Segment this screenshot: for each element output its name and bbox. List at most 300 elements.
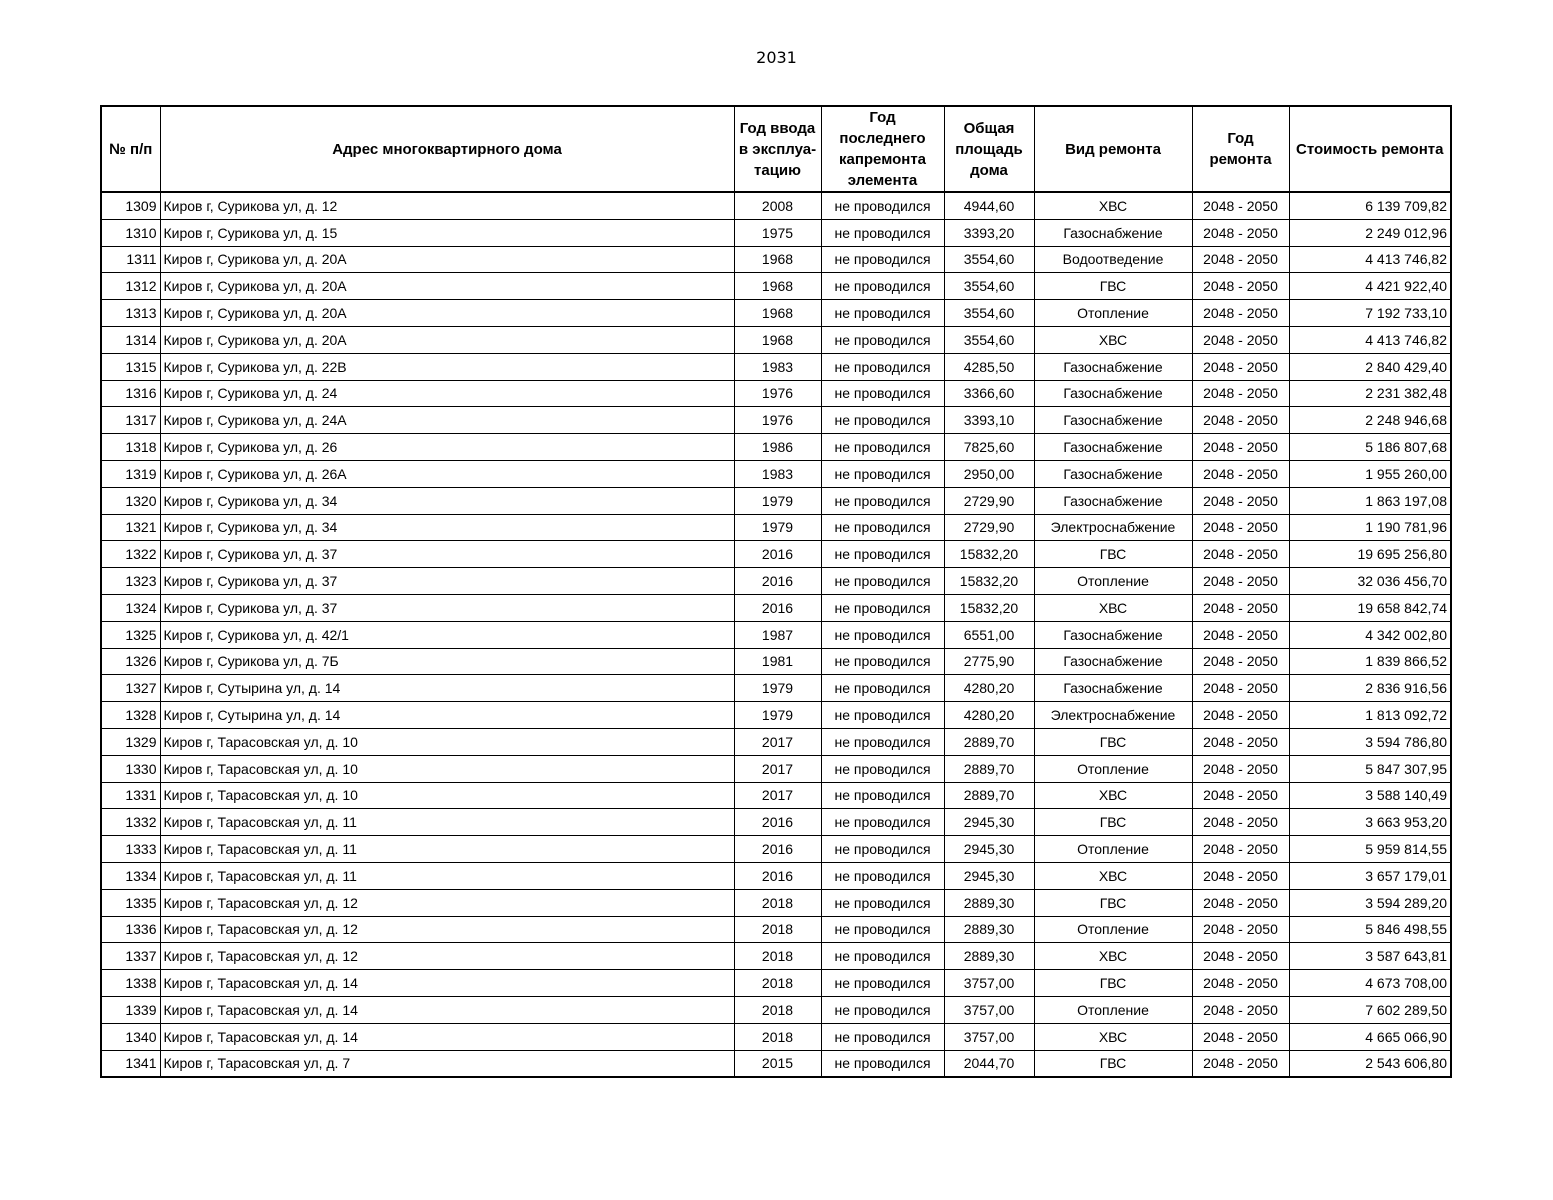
commission-year-cell: 1976 (734, 380, 821, 407)
last-repair-cell: не проводился (821, 273, 944, 300)
row-number-cell: 1340 (101, 1023, 160, 1050)
commission-year-cell: 1986 (734, 434, 821, 461)
commission-year-cell: 2015 (734, 1050, 821, 1077)
table-row (101, 246, 1451, 273)
row-number-cell: 1328 (101, 702, 160, 729)
address-cell: Киров г, Сурикова ул, д. 20А (160, 273, 734, 300)
total-area-cell: 3393,10 (944, 407, 1034, 434)
address-cell: Киров г, Тарасовская ул, д. 12 (160, 889, 734, 916)
repair-type-cell: Отопление (1034, 568, 1192, 595)
last-repair-cell: не проводился (821, 192, 944, 219)
total-area-cell: 4280,20 (944, 675, 1034, 702)
row-number-cell: 1318 (101, 434, 160, 461)
row-number-cell: 1319 (101, 460, 160, 487)
repair-year-cell: 2048 - 2050 (1192, 889, 1289, 916)
row-number-cell: 1334 (101, 862, 160, 889)
repair-year-cell: 2048 - 2050 (1192, 273, 1289, 300)
repair-cost-cell: 7 192 733,10 (1289, 300, 1451, 327)
table-row (101, 541, 1451, 568)
commission-year-cell: 1979 (734, 675, 821, 702)
address-cell: Киров г, Тарасовская ул, д. 14 (160, 970, 734, 997)
address-cell: Киров г, Тарасовская ул, д. 11 (160, 862, 734, 889)
total-area-cell: 2950,00 (944, 460, 1034, 487)
total-area-cell: 2889,30 (944, 916, 1034, 943)
col-address-header: Адрес многоквартирного дома (160, 106, 734, 192)
address-cell: Киров г, Сурикова ул, д. 37 (160, 594, 734, 621)
commission-year-cell: 2018 (734, 889, 821, 916)
row-number-cell: 1339 (101, 996, 160, 1023)
total-area-cell: 4944,60 (944, 192, 1034, 219)
repair-cost-cell: 3 663 953,20 (1289, 809, 1451, 836)
total-area-cell: 3554,60 (944, 246, 1034, 273)
address-cell: Киров г, Сурикова ул, д. 37 (160, 541, 734, 568)
repair-year-cell: 2048 - 2050 (1192, 219, 1289, 246)
table-row (101, 192, 1451, 219)
repair-type-cell: ХВС (1034, 862, 1192, 889)
last-repair-cell: не проводился (821, 353, 944, 380)
commission-year-cell: 1979 (734, 514, 821, 541)
repair-type-cell: ГВС (1034, 970, 1192, 997)
total-area-cell: 3554,60 (944, 300, 1034, 327)
repair-type-cell: Отопление (1034, 755, 1192, 782)
repair-type-cell: Отопление (1034, 916, 1192, 943)
repair-type-cell: ГВС (1034, 1050, 1192, 1077)
address-cell: Киров г, Тарасовская ул, д. 11 (160, 809, 734, 836)
repair-type-cell: Отопление (1034, 836, 1192, 863)
total-area-cell: 6551,00 (944, 621, 1034, 648)
commission-year-cell: 2017 (734, 782, 821, 809)
last-repair-cell: не проводился (821, 568, 944, 595)
commission-year-cell: 2016 (734, 541, 821, 568)
row-number-cell: 1329 (101, 728, 160, 755)
commission-year-cell: 1981 (734, 648, 821, 675)
repair-year-cell: 2048 - 2050 (1192, 353, 1289, 380)
table-row (101, 889, 1451, 916)
commission-year-cell: 1987 (734, 621, 821, 648)
total-area-cell: 7825,60 (944, 434, 1034, 461)
repair-type-cell: Электроснабжение (1034, 514, 1192, 541)
repair-cost-cell: 3 657 179,01 (1289, 862, 1451, 889)
repair-type-cell: Отопление (1034, 996, 1192, 1023)
address-cell: Киров г, Сурикова ул, д. 20А (160, 246, 734, 273)
repair-type-cell: Газоснабжение (1034, 353, 1192, 380)
table-row (101, 970, 1451, 997)
last-repair-cell: не проводился (821, 675, 944, 702)
row-number-cell: 1312 (101, 273, 160, 300)
repair-cost-cell: 1 863 197,08 (1289, 487, 1451, 514)
table-row (101, 300, 1451, 327)
address-cell: Киров г, Сурикова ул, д. 7Б (160, 648, 734, 675)
last-repair-cell: не проводился (821, 434, 944, 461)
address-cell: Киров г, Сурикова ул, д. 22В (160, 353, 734, 380)
address-cell: Киров г, Тарасовская ул, д. 7 (160, 1050, 734, 1077)
last-repair-cell: не проводился (821, 219, 944, 246)
table-row (101, 434, 1451, 461)
address-cell: Киров г, Сурикова ул, д. 12 (160, 192, 734, 219)
repair-type-cell: ГВС (1034, 889, 1192, 916)
repair-type-cell: ХВС (1034, 594, 1192, 621)
last-repair-cell: не проводился (821, 996, 944, 1023)
repair-type-cell: Газоснабжение (1034, 648, 1192, 675)
commission-year-cell: 1968 (734, 326, 821, 353)
address-cell: Киров г, Сурикова ул, д. 42/1 (160, 621, 734, 648)
last-repair-cell: не проводился (821, 621, 944, 648)
table-row (101, 326, 1451, 353)
repair-year-cell: 2048 - 2050 (1192, 970, 1289, 997)
col-repair-year-header: Год ремонта (1192, 106, 1289, 192)
total-area-cell: 3393,20 (944, 219, 1034, 246)
repair-year-cell: 2048 - 2050 (1192, 809, 1289, 836)
table-row (101, 916, 1451, 943)
repair-year-cell: 2048 - 2050 (1192, 380, 1289, 407)
repair-year-cell: 2048 - 2050 (1192, 300, 1289, 327)
repair-type-cell: ХВС (1034, 192, 1192, 219)
row-number-cell: 1330 (101, 755, 160, 782)
last-repair-cell: не проводился (821, 862, 944, 889)
repair-schedule-table (100, 105, 1452, 1078)
repair-type-cell: ХВС (1034, 1023, 1192, 1050)
table-row (101, 943, 1451, 970)
repair-year-cell: 2048 - 2050 (1192, 487, 1289, 514)
total-area-cell: 3366,60 (944, 380, 1034, 407)
repair-type-cell: Водоотведение (1034, 246, 1192, 273)
commission-year-cell: 2018 (734, 943, 821, 970)
row-number-cell: 1315 (101, 353, 160, 380)
total-area-cell: 2729,90 (944, 514, 1034, 541)
last-repair-cell: не проводился (821, 541, 944, 568)
repair-type-cell: Газоснабжение (1034, 675, 1192, 702)
commission-year-cell: 2008 (734, 192, 821, 219)
page-number: 2031 (756, 48, 797, 67)
repair-type-cell: Газоснабжение (1034, 380, 1192, 407)
repair-cost-cell: 2 231 382,48 (1289, 380, 1451, 407)
last-repair-cell: не проводился (821, 943, 944, 970)
commission-year-cell: 2018 (734, 970, 821, 997)
table-header (101, 106, 1451, 192)
table-row (101, 380, 1451, 407)
repair-type-cell: Газоснабжение (1034, 219, 1192, 246)
row-number-cell: 1320 (101, 487, 160, 514)
address-cell: Киров г, Тарасовская ул, д. 12 (160, 916, 734, 943)
row-number-cell: 1325 (101, 621, 160, 648)
last-repair-cell: не проводился (821, 970, 944, 997)
total-area-cell: 2889,30 (944, 889, 1034, 916)
table-row (101, 1023, 1451, 1050)
repair-year-cell: 2048 - 2050 (1192, 326, 1289, 353)
repair-year-cell: 2048 - 2050 (1192, 192, 1289, 219)
total-area-cell: 2729,90 (944, 487, 1034, 514)
total-area-cell: 3554,60 (944, 326, 1034, 353)
last-repair-cell: не проводился (821, 782, 944, 809)
repair-year-cell: 2048 - 2050 (1192, 514, 1289, 541)
repair-cost-cell: 19 695 256,80 (1289, 541, 1451, 568)
row-number-cell: 1321 (101, 514, 160, 541)
repair-year-cell: 2048 - 2050 (1192, 434, 1289, 461)
repair-year-cell: 2048 - 2050 (1192, 1023, 1289, 1050)
address-cell: Киров г, Сурикова ул, д. 24 (160, 380, 734, 407)
repair-cost-cell: 4 413 746,82 (1289, 246, 1451, 273)
repair-year-cell: 2048 - 2050 (1192, 675, 1289, 702)
total-area-cell: 4285,50 (944, 353, 1034, 380)
commission-year-cell: 2017 (734, 755, 821, 782)
table-row (101, 836, 1451, 863)
repair-type-cell: ХВС (1034, 326, 1192, 353)
table-row (101, 273, 1451, 300)
repair-type-cell: ГВС (1034, 809, 1192, 836)
last-repair-cell: не проводился (821, 755, 944, 782)
row-number-cell: 1332 (101, 809, 160, 836)
repair-cost-cell: 19 658 842,74 (1289, 594, 1451, 621)
address-cell: Киров г, Тарасовская ул, д. 10 (160, 755, 734, 782)
address-cell: Киров г, Сурикова ул, д. 26 (160, 434, 734, 461)
last-repair-cell: не проводился (821, 246, 944, 273)
row-number-cell: 1322 (101, 541, 160, 568)
row-number-cell: 1327 (101, 675, 160, 702)
repair-cost-cell: 3 594 289,20 (1289, 889, 1451, 916)
table-body (101, 192, 1451, 1077)
row-number-cell: 1333 (101, 836, 160, 863)
total-area-cell: 15832,20 (944, 568, 1034, 595)
row-number-cell: 1331 (101, 782, 160, 809)
total-area-cell: 2889,70 (944, 782, 1034, 809)
table-row (101, 755, 1451, 782)
repair-year-cell: 2048 - 2050 (1192, 782, 1289, 809)
total-area-cell: 3757,00 (944, 996, 1034, 1023)
repair-cost-cell: 6 139 709,82 (1289, 192, 1451, 219)
repair-year-cell: 2048 - 2050 (1192, 996, 1289, 1023)
row-number-cell: 1337 (101, 943, 160, 970)
commission-year-cell: 2016 (734, 594, 821, 621)
repair-type-cell: ГВС (1034, 273, 1192, 300)
commission-year-cell: 2018 (734, 996, 821, 1023)
repair-cost-cell: 7 602 289,50 (1289, 996, 1451, 1023)
total-area-cell: 2775,90 (944, 648, 1034, 675)
header-row (101, 106, 1451, 192)
row-number-cell: 1313 (101, 300, 160, 327)
total-area-cell: 2945,30 (944, 836, 1034, 863)
repair-type-cell: ХВС (1034, 943, 1192, 970)
row-number-cell: 1341 (101, 1050, 160, 1077)
total-area-cell: 3757,00 (944, 970, 1034, 997)
col-last-repair-header: Год последнего капремонта элемента (821, 106, 944, 192)
repair-cost-cell: 4 665 066,90 (1289, 1023, 1451, 1050)
commission-year-cell: 2016 (734, 809, 821, 836)
total-area-cell: 2044,70 (944, 1050, 1034, 1077)
table-row (101, 1050, 1451, 1077)
col-repair-type-header: Вид ремонта (1034, 106, 1192, 192)
repair-year-cell: 2048 - 2050 (1192, 648, 1289, 675)
repair-cost-cell: 2 543 606,80 (1289, 1050, 1451, 1077)
table-row (101, 702, 1451, 729)
total-area-cell: 2945,30 (944, 862, 1034, 889)
row-number-cell: 1316 (101, 380, 160, 407)
table-row (101, 460, 1451, 487)
row-number-cell: 1338 (101, 970, 160, 997)
last-repair-cell: не проводился (821, 836, 944, 863)
repair-cost-cell: 5 846 498,55 (1289, 916, 1451, 943)
repair-year-cell: 2048 - 2050 (1192, 460, 1289, 487)
address-cell: Киров г, Сурикова ул, д. 24А (160, 407, 734, 434)
repair-year-cell: 2048 - 2050 (1192, 621, 1289, 648)
total-area-cell: 3554,60 (944, 273, 1034, 300)
last-repair-cell: не проводился (821, 460, 944, 487)
commission-year-cell: 1968 (734, 300, 821, 327)
address-cell: Киров г, Сутырина ул, д. 14 (160, 675, 734, 702)
commission-year-cell: 1983 (734, 353, 821, 380)
table-row (101, 621, 1451, 648)
row-number-cell: 1335 (101, 889, 160, 916)
repair-cost-cell: 1 955 260,00 (1289, 460, 1451, 487)
repair-year-cell: 2048 - 2050 (1192, 246, 1289, 273)
commission-year-cell: 1976 (734, 407, 821, 434)
repair-cost-cell: 4 413 746,82 (1289, 326, 1451, 353)
table-row (101, 809, 1451, 836)
address-cell: Киров г, Тарасовская ул, д. 12 (160, 943, 734, 970)
repair-year-cell: 2048 - 2050 (1192, 594, 1289, 621)
total-area-cell: 3757,00 (944, 1023, 1034, 1050)
repair-cost-cell: 4 673 708,00 (1289, 970, 1451, 997)
repair-year-cell: 2048 - 2050 (1192, 407, 1289, 434)
commission-year-cell: 2017 (734, 728, 821, 755)
table-row (101, 675, 1451, 702)
row-number-cell: 1311 (101, 246, 160, 273)
repair-cost-cell: 2 840 429,40 (1289, 353, 1451, 380)
table-row (101, 594, 1451, 621)
repair-cost-cell: 1 190 781,96 (1289, 514, 1451, 541)
last-repair-cell: не проводился (821, 728, 944, 755)
repair-cost-cell: 5 186 807,68 (1289, 434, 1451, 461)
col-total-area-header: Общая площадь дома (944, 106, 1034, 192)
commission-year-cell: 2016 (734, 568, 821, 595)
repair-cost-cell: 3 594 786,80 (1289, 728, 1451, 755)
total-area-cell: 4280,20 (944, 702, 1034, 729)
last-repair-cell: не проводился (821, 326, 944, 353)
repair-cost-cell: 3 588 140,49 (1289, 782, 1451, 809)
table-row (101, 407, 1451, 434)
address-cell: Киров г, Сурикова ул, д. 37 (160, 568, 734, 595)
table-row (101, 514, 1451, 541)
last-repair-cell: не проводился (821, 809, 944, 836)
repair-year-cell: 2048 - 2050 (1192, 1050, 1289, 1077)
repair-type-cell: Газоснабжение (1034, 407, 1192, 434)
table-row (101, 782, 1451, 809)
repair-type-cell: Газоснабжение (1034, 434, 1192, 461)
last-repair-cell: не проводился (821, 702, 944, 729)
repair-type-cell: ХВС (1034, 782, 1192, 809)
address-cell: Киров г, Тарасовская ул, д. 10 (160, 782, 734, 809)
repair-cost-cell: 4 421 922,40 (1289, 273, 1451, 300)
repair-cost-cell: 3 587 643,81 (1289, 943, 1451, 970)
row-number-cell: 1336 (101, 916, 160, 943)
row-number-cell: 1309 (101, 192, 160, 219)
commission-year-cell: 1979 (734, 702, 821, 729)
repair-year-cell: 2048 - 2050 (1192, 568, 1289, 595)
repair-type-cell: Отопление (1034, 300, 1192, 327)
address-cell: Киров г, Тарасовская ул, д. 14 (160, 1023, 734, 1050)
row-number-cell: 1326 (101, 648, 160, 675)
commission-year-cell: 2016 (734, 836, 821, 863)
repair-cost-cell: 4 342 002,80 (1289, 621, 1451, 648)
row-number-cell: 1317 (101, 407, 160, 434)
repair-type-cell: Газоснабжение (1034, 460, 1192, 487)
repair-year-cell: 2048 - 2050 (1192, 541, 1289, 568)
last-repair-cell: не проводился (821, 514, 944, 541)
last-repair-cell: не проводился (821, 487, 944, 514)
commission-year-cell: 2016 (734, 862, 821, 889)
address-cell: Киров г, Сурикова ул, д. 20А (160, 300, 734, 327)
repair-cost-cell: 2 248 946,68 (1289, 407, 1451, 434)
row-number-cell: 1310 (101, 219, 160, 246)
commission-year-cell: 1983 (734, 460, 821, 487)
repair-type-cell: ГВС (1034, 541, 1192, 568)
last-repair-cell: не проводился (821, 648, 944, 675)
table-row (101, 568, 1451, 595)
repair-cost-cell: 5 847 307,95 (1289, 755, 1451, 782)
total-area-cell: 15832,20 (944, 541, 1034, 568)
table-row (101, 862, 1451, 889)
table-row (101, 487, 1451, 514)
address-cell: Киров г, Сурикова ул, д. 15 (160, 219, 734, 246)
address-cell: Киров г, Сутырина ул, д. 14 (160, 702, 734, 729)
address-cell: Киров г, Тарасовская ул, д. 11 (160, 836, 734, 863)
total-area-cell: 2889,30 (944, 943, 1034, 970)
commission-year-cell: 2018 (734, 1023, 821, 1050)
last-repair-cell: не проводился (821, 1023, 944, 1050)
row-number-cell: 1314 (101, 326, 160, 353)
commission-year-cell: 1968 (734, 273, 821, 300)
last-repair-cell: не проводился (821, 300, 944, 327)
address-cell: Киров г, Тарасовская ул, д. 10 (160, 728, 734, 755)
last-repair-cell: не проводился (821, 889, 944, 916)
repair-year-cell: 2048 - 2050 (1192, 862, 1289, 889)
total-area-cell: 2945,30 (944, 809, 1034, 836)
col-repair-cost-header: Стоимость ремонта (1289, 106, 1451, 192)
commission-year-cell: 1968 (734, 246, 821, 273)
total-area-cell: 2889,70 (944, 728, 1034, 755)
address-cell: Киров г, Тарасовская ул, д. 14 (160, 996, 734, 1023)
table-row (101, 728, 1451, 755)
repair-cost-cell: 5 959 814,55 (1289, 836, 1451, 863)
commission-year-cell: 1979 (734, 487, 821, 514)
last-repair-cell: не проводился (821, 380, 944, 407)
row-number-cell: 1324 (101, 594, 160, 621)
last-repair-cell: не проводился (821, 594, 944, 621)
col-commission-year-header: Год ввода в эксплуа-тацию (734, 106, 821, 192)
repair-year-cell: 2048 - 2050 (1192, 755, 1289, 782)
address-cell: Киров г, Сурикова ул, д. 26А (160, 460, 734, 487)
address-cell: Киров г, Сурикова ул, д. 34 (160, 514, 734, 541)
last-repair-cell: не проводился (821, 916, 944, 943)
repair-year-cell: 2048 - 2050 (1192, 916, 1289, 943)
col-number-header: № п/п (101, 106, 160, 192)
address-cell: Киров г, Сурикова ул, д. 34 (160, 487, 734, 514)
repair-type-cell: Газоснабжение (1034, 621, 1192, 648)
table-row (101, 648, 1451, 675)
repair-year-cell: 2048 - 2050 (1192, 836, 1289, 863)
repair-cost-cell: 32 036 456,70 (1289, 568, 1451, 595)
repair-type-cell: ГВС (1034, 728, 1192, 755)
table-row (101, 353, 1451, 380)
repair-type-cell: Газоснабжение (1034, 487, 1192, 514)
total-area-cell: 2889,70 (944, 755, 1034, 782)
total-area-cell: 15832,20 (944, 594, 1034, 621)
last-repair-cell: не проводился (821, 407, 944, 434)
repair-cost-cell: 1 839 866,52 (1289, 648, 1451, 675)
repair-type-cell: Электроснабжение (1034, 702, 1192, 729)
repair-cost-cell: 1 813 092,72 (1289, 702, 1451, 729)
repair-cost-cell: 2 249 012,96 (1289, 219, 1451, 246)
address-cell: Киров г, Сурикова ул, д. 20А (160, 326, 734, 353)
